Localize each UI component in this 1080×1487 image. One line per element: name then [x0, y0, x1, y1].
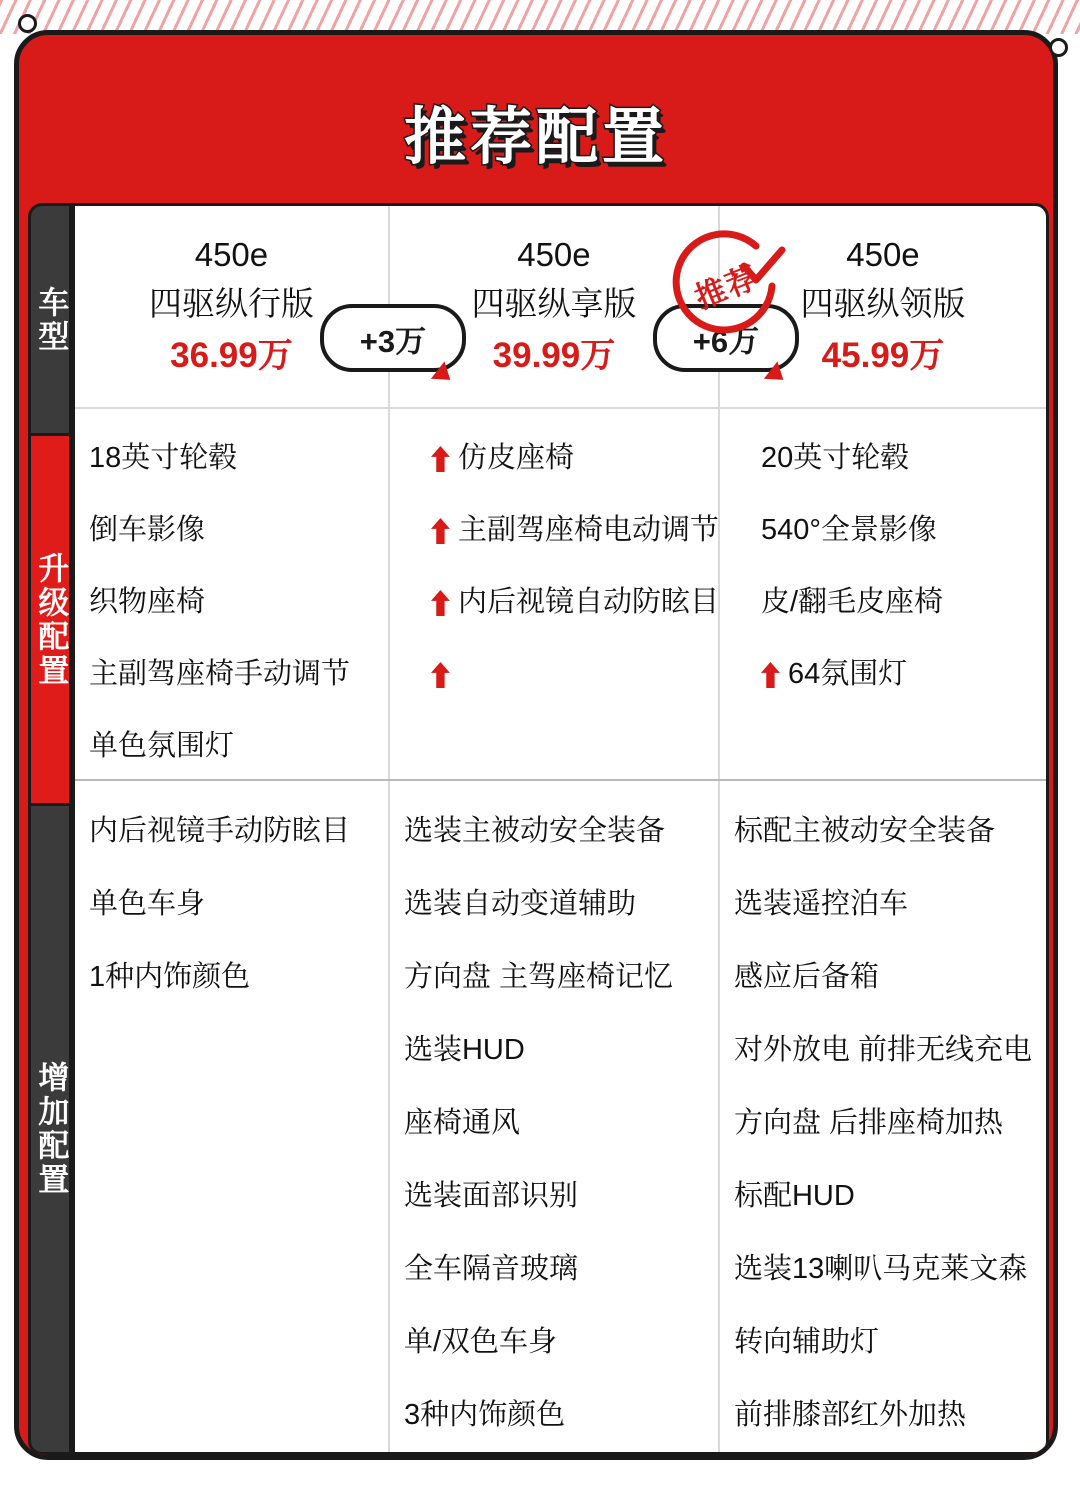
- extra-text-1-2: 1种内饰颜色: [88, 960, 251, 993]
- list-item: [89, 711, 374, 783]
- upgrade-cell-3: [720, 409, 1046, 779]
- upgrade-list-1: [89, 409, 374, 783]
- price-delta-badge-1: [320, 304, 466, 372]
- upgrade-list-2: [404, 409, 719, 711]
- extra-text-3-5: 标配HUD: [733, 1179, 855, 1212]
- rail-label-extra: 增加配置: [28, 803, 72, 1455]
- up-arrow-icon: [431, 590, 450, 616]
- extra-text-3-8: 前排膝部红外加热: [733, 1398, 966, 1431]
- table-row-models: [75, 206, 1046, 409]
- model-name-3: 450e: [846, 235, 920, 273]
- up-arrow-icon: [431, 518, 450, 544]
- up-arrow-icon: [431, 662, 450, 688]
- list-item: [761, 639, 1032, 711]
- list-item: [89, 495, 374, 567]
- model-trim-2: 四驱纵享版: [471, 285, 637, 323]
- decorative-dot-right: [1049, 38, 1068, 57]
- extra-text-3-0: 标配主被动安全装备: [733, 814, 995, 847]
- extra-text-2-4: 座椅通风: [403, 1106, 520, 1139]
- row-label-rail: [28, 203, 72, 1455]
- list-item: [734, 1233, 1032, 1306]
- model-price-2: 39.99万: [492, 335, 616, 375]
- rail-label-model: 车型: [28, 203, 72, 433]
- list-item: [404, 941, 704, 1014]
- list-item: [431, 567, 719, 639]
- upgrade-text-3-1: 540°全景影像: [760, 514, 937, 547]
- stamp-label: 推荐: [689, 258, 765, 316]
- extras-cell-1: [75, 781, 390, 1452]
- model-name-2: 450e: [517, 235, 591, 273]
- upgrade-text-1-4: 单色氛围灯: [88, 730, 234, 763]
- list-item: [734, 1014, 1032, 1087]
- recommended-stamp: [660, 222, 788, 350]
- page-title: 推荐配置: [403, 103, 668, 172]
- extras-list-3: [734, 781, 1032, 1452]
- list-item: [761, 423, 1032, 495]
- list-item: [734, 1379, 1032, 1452]
- list-item: [404, 1160, 704, 1233]
- list-item: [404, 1379, 704, 1452]
- list-item: [404, 795, 704, 868]
- list-item: [404, 868, 704, 941]
- upgrade-text-1-1: 倒车影像: [88, 514, 205, 547]
- list-item: [761, 567, 1032, 639]
- extra-text-2-6: 全车隔音玻璃: [403, 1252, 578, 1285]
- model-trim-1: 四驱纵行版: [148, 285, 314, 323]
- upgrade-text-1-3: 主副驾座椅手动调节: [88, 658, 350, 691]
- upgrade-cell-2: [390, 409, 720, 779]
- upgrade-text-2-2: 内后视镜自动防眩目: [457, 586, 719, 619]
- upgrade-text-2-1: 主副驾座椅电动调节: [457, 514, 719, 547]
- extra-text-2-2: 方向盘 主驾座椅记忆: [403, 960, 673, 993]
- list-item: [89, 795, 374, 868]
- extra-text-1-1: 单色车身: [88, 887, 205, 920]
- extras-list-2: [404, 781, 704, 1452]
- extra-text-3-3: 对外放电 前排无线充电: [733, 1033, 1032, 1066]
- list-item: [761, 495, 1032, 567]
- list-item: [431, 423, 704, 495]
- decorative-dot-left: [18, 14, 37, 33]
- list-item: [89, 423, 374, 495]
- extra-text-2-3: 选装HUD: [403, 1033, 525, 1066]
- extras-cell-3: [720, 781, 1046, 1452]
- upgrade-cell-1: [75, 409, 390, 779]
- price-delta-label-1: +3万: [359, 323, 427, 359]
- upgrade-text-2-0: 仿皮座椅: [457, 442, 574, 475]
- list-item: [734, 941, 1032, 1014]
- list-item: [734, 868, 1032, 941]
- extra-text-3-4: 方向盘 后排座椅加热: [733, 1106, 1003, 1139]
- model-price-1: 36.99万: [170, 335, 293, 375]
- upgrade-text-3-0: 20英寸轮毂: [760, 442, 910, 475]
- extra-text-3-7: 转向辅助灯: [733, 1325, 879, 1358]
- rail-label-upgrade: 升级配置: [28, 433, 72, 803]
- top-hatch-decoration: [0, 0, 1080, 34]
- upgrade-text-3-3: 64氛围灯: [787, 658, 908, 691]
- model-price-3: 45.99万: [821, 335, 945, 375]
- list-item: [734, 1160, 1032, 1233]
- extra-text-1-0: 内后视镜手动防眩目: [88, 814, 350, 847]
- recommendation-card: [14, 30, 1058, 1460]
- extra-text-2-0: 选装主被动安全装备: [403, 814, 665, 847]
- list-item: [734, 795, 1032, 868]
- price-delta-label-2: +6万: [692, 323, 760, 359]
- table-grid: [72, 203, 1049, 1455]
- config-comparison-table: [28, 203, 1049, 1455]
- extras-cell-2: [390, 781, 720, 1452]
- table-row-extras: [75, 781, 1046, 1452]
- model-name-1: 450e: [194, 235, 269, 273]
- list-item: [89, 639, 374, 711]
- extra-text-2-7: 单/双色车身: [403, 1325, 557, 1358]
- extra-text-2-8: 3种内饰颜色: [403, 1398, 566, 1431]
- upgrade-text-1-2: 织物座椅: [88, 586, 205, 619]
- list-item: [734, 1306, 1032, 1379]
- extra-text-3-1: 选装遥控泊车: [733, 887, 908, 920]
- extra-text-2-1: 选装自动变道辅助: [403, 887, 636, 920]
- extra-text-3-6: 选装13喇叭马克莱文森: [733, 1252, 1028, 1285]
- list-item: [89, 868, 374, 941]
- list-item: [89, 567, 374, 639]
- upgrade-text-1-0: 18英寸轮毂: [88, 442, 238, 475]
- extra-text-3-2: 感应后备箱: [733, 960, 879, 993]
- list-item: [404, 1233, 704, 1306]
- list-item: [404, 1087, 704, 1160]
- list-item: [89, 941, 374, 1014]
- list-item: [431, 639, 704, 711]
- extra-text-2-5: 选装面部识别: [403, 1179, 578, 1212]
- model-trim-3: 四驱纵领版: [800, 285, 966, 323]
- list-item: [404, 1306, 704, 1379]
- upgrade-text-3-2: 皮/翻毛皮座椅: [760, 586, 943, 619]
- extras-list-1: [89, 781, 374, 1014]
- up-arrow-icon: [431, 446, 450, 472]
- up-arrow-icon: [761, 662, 780, 688]
- list-item: [431, 495, 719, 567]
- upgrade-list-3: [734, 409, 1032, 711]
- list-item: [734, 1087, 1032, 1160]
- list-item: [404, 1014, 704, 1087]
